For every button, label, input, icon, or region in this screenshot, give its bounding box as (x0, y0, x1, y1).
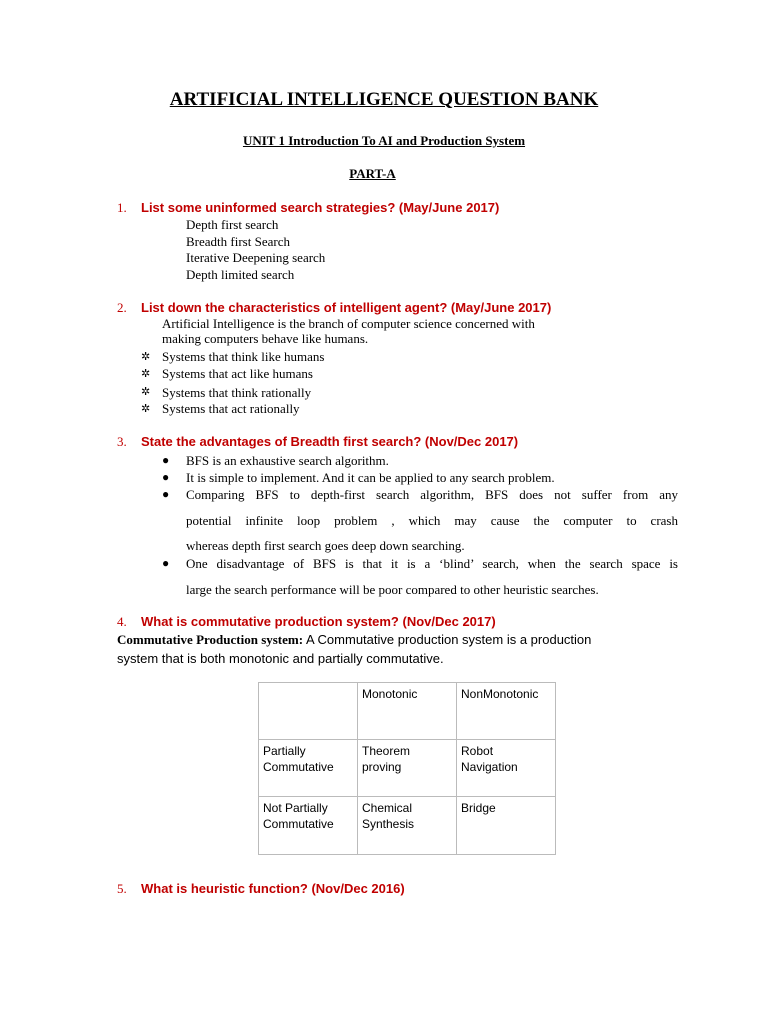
q2-intro-line-1: Artificial Intelligence is the branch of computer science concerned with (162, 316, 535, 331)
table-cell-chemical-synthesis (358, 797, 457, 855)
bullet-dot-icon: ● (162, 470, 170, 484)
q1-item-1: Depth first search (186, 217, 279, 232)
label-line-2: Commutative (263, 817, 334, 831)
table-empty-cell (259, 683, 358, 740)
cell-line-2: Navigation (461, 760, 518, 774)
question-1-text: List some uninformed search strategies? (May/June 2017) (141, 200, 500, 215)
cell-line-1: Theorem (362, 744, 411, 758)
q3-bullet-3-line-2: potential infinite loop problem , which may cause the computer to crash (186, 513, 678, 528)
q2-bullet-4: Systems that act rationally (162, 401, 300, 416)
q3-bullet-1: BFS is an exhaustive search algorithm. (186, 453, 389, 468)
production-system-table (258, 682, 556, 855)
table-row-label-not-partially-commutative (259, 797, 358, 855)
table-cell-theorem-proving (358, 740, 457, 797)
q1-item-4: Depth limited search (186, 267, 295, 282)
q3-bullet-3-line-1: Comparing BFS to depth-first search algorithm, BFS does not suffer from any (186, 487, 678, 502)
q2-bullet-2: Systems that act like humans (162, 366, 313, 381)
cell-line-2: Synthesis (362, 817, 415, 831)
table-row-label-partially-commutative (259, 740, 358, 797)
q4-definition-line-1 (117, 632, 591, 648)
bullet-dot-icon: ● (162, 556, 170, 570)
bullet-star-icon: ✲ (141, 367, 151, 380)
label-line-1: Not Partially (263, 801, 328, 815)
q3-bullet-2: It is simple to implement. And it can be applied to any search problem. (186, 470, 555, 485)
table-cell-robot-navigation (457, 740, 556, 797)
table-header-monotonic: Monotonic (358, 683, 457, 740)
table-cell-bridge: Bridge (457, 797, 556, 855)
cell-line-1: Robot (461, 744, 494, 758)
bullet-star-icon: ✲ (141, 402, 151, 415)
q1-item-2: Breadth first Search (186, 234, 290, 249)
label-line-2: Commutative (263, 760, 334, 774)
bullet-dot-icon: ● (162, 453, 170, 467)
cell-line-1: Chemical (362, 801, 413, 815)
document-title: ARTIFICIAL INTELLIGENCE QUESTION BANK (169, 89, 599, 110)
question-4-number: 4. (117, 614, 127, 629)
question-3-number: 3. (117, 434, 127, 449)
unit-heading: UNIT 1 Introduction To AI and Production System (242, 133, 526, 148)
table-header-nonmonotonic: NonMonotonic (457, 683, 556, 740)
bullet-star-icon: ✲ (141, 385, 151, 398)
bullet-star-icon: ✲ (141, 350, 151, 363)
q3-bullet-4-line-2: large the search performance will be poor compared to other heuristic searches. (186, 582, 599, 597)
definition-text: A Commutative production system is a production (303, 632, 592, 647)
label-line-1: Partially (263, 744, 306, 758)
q2-intro-line-2: making computers behave like humans. (162, 331, 369, 346)
q2-bullet-3: Systems that think rationally (162, 385, 312, 400)
question-1-number: 1. (117, 200, 127, 215)
bullet-dot-icon: ● (162, 487, 170, 501)
question-2-number: 2. (117, 300, 127, 315)
q1-item-3: Iterative Deepening search (186, 250, 326, 265)
question-2-text: List down the characteristics of intelligent agent? (May/June 2017) (141, 300, 552, 315)
q2-bullet-1: Systems that think like humans (162, 349, 325, 364)
definition-label: Commutative Production system: (117, 632, 304, 647)
q4-definition-line-2: system that is both monotonic and partially commutative. (117, 651, 444, 666)
cell-line-2: proving (362, 760, 402, 774)
question-5-text: What is heuristic function? (Nov/Dec 2016) (141, 881, 405, 896)
question-5-number: 5. (117, 881, 127, 896)
q3-bullet-4-line-1: One disadvantage of BFS is that it is a ‘blind’ search, when the search space is (186, 556, 678, 571)
part-heading: PART-A (349, 166, 396, 181)
question-4-text: What is commutative production system? (Nov/Dec 2017) (141, 614, 496, 629)
q3-bullet-3-line-3: whereas depth first search goes deep down searching. (186, 538, 465, 553)
question-3-text: State the advantages of Breadth first search? (Nov/Dec 2017) (141, 434, 519, 449)
